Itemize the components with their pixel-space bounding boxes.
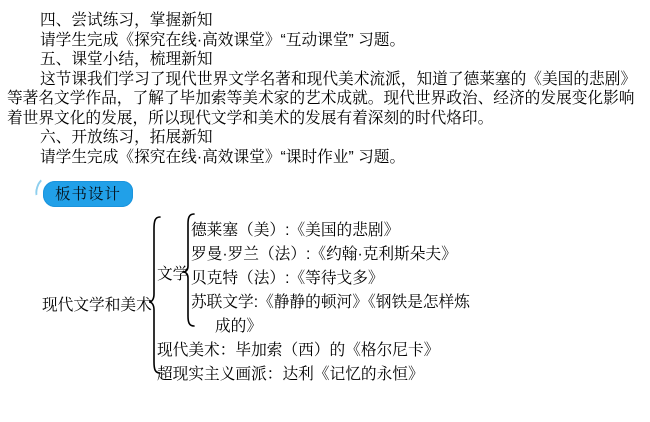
paragraph-line: 四、尝试练习，掌握新知 xyxy=(40,12,213,29)
diagram-row: 苏联文学:《静静的顿河》《钢铁是怎样炼 xyxy=(191,294,470,311)
diagram-row: 现代美术：毕加索（西）的《格尔尼卡》 xyxy=(157,342,440,359)
paragraph-line: 着世界文化的发展，所以现代文学和美术的发展有着深刻的时代烙印。 xyxy=(7,109,494,127)
diagram-row: 德莱塞（美）:《美国的悲剧》 xyxy=(191,222,400,239)
diagram-row: 罗曼·罗兰（法）:《约翰·克利斯朵夫》 xyxy=(191,246,457,263)
paragraph-line: 请学生完成《探究在线·高效课堂》“互动课堂” 习题。 xyxy=(40,31,406,49)
diagram-root-label: 现代文学和美术 xyxy=(42,297,152,314)
paragraph-line: 五、课堂小结，梳理新知 xyxy=(40,51,213,68)
paragraph-line: 六、开放练习，拓展新知 xyxy=(40,129,213,146)
diagram-group-label: 文学 xyxy=(157,266,189,283)
diagram-row: 成的》 xyxy=(215,318,263,335)
paragraph-line: 请学生完成《探究在线·高效课堂》“课时作业” 习题。 xyxy=(40,148,406,166)
paragraph-line: 这节课我们学习了现代世界文学名著和现代美术流派，知道了德莱塞的《美国的悲剧》 xyxy=(40,70,637,88)
board-design-badge: 板书设计 xyxy=(43,181,133,207)
paragraph-line: 等著名文学作品，了解了毕加索等美术家的艺术成就。现代世界政治、经济的发展变化影响 xyxy=(7,90,635,107)
diagram-row: 超现实主义画派：达利《记忆的永恒》 xyxy=(157,366,424,383)
diagram-row: 贝克特（法）:《等待戈多》 xyxy=(191,270,384,287)
